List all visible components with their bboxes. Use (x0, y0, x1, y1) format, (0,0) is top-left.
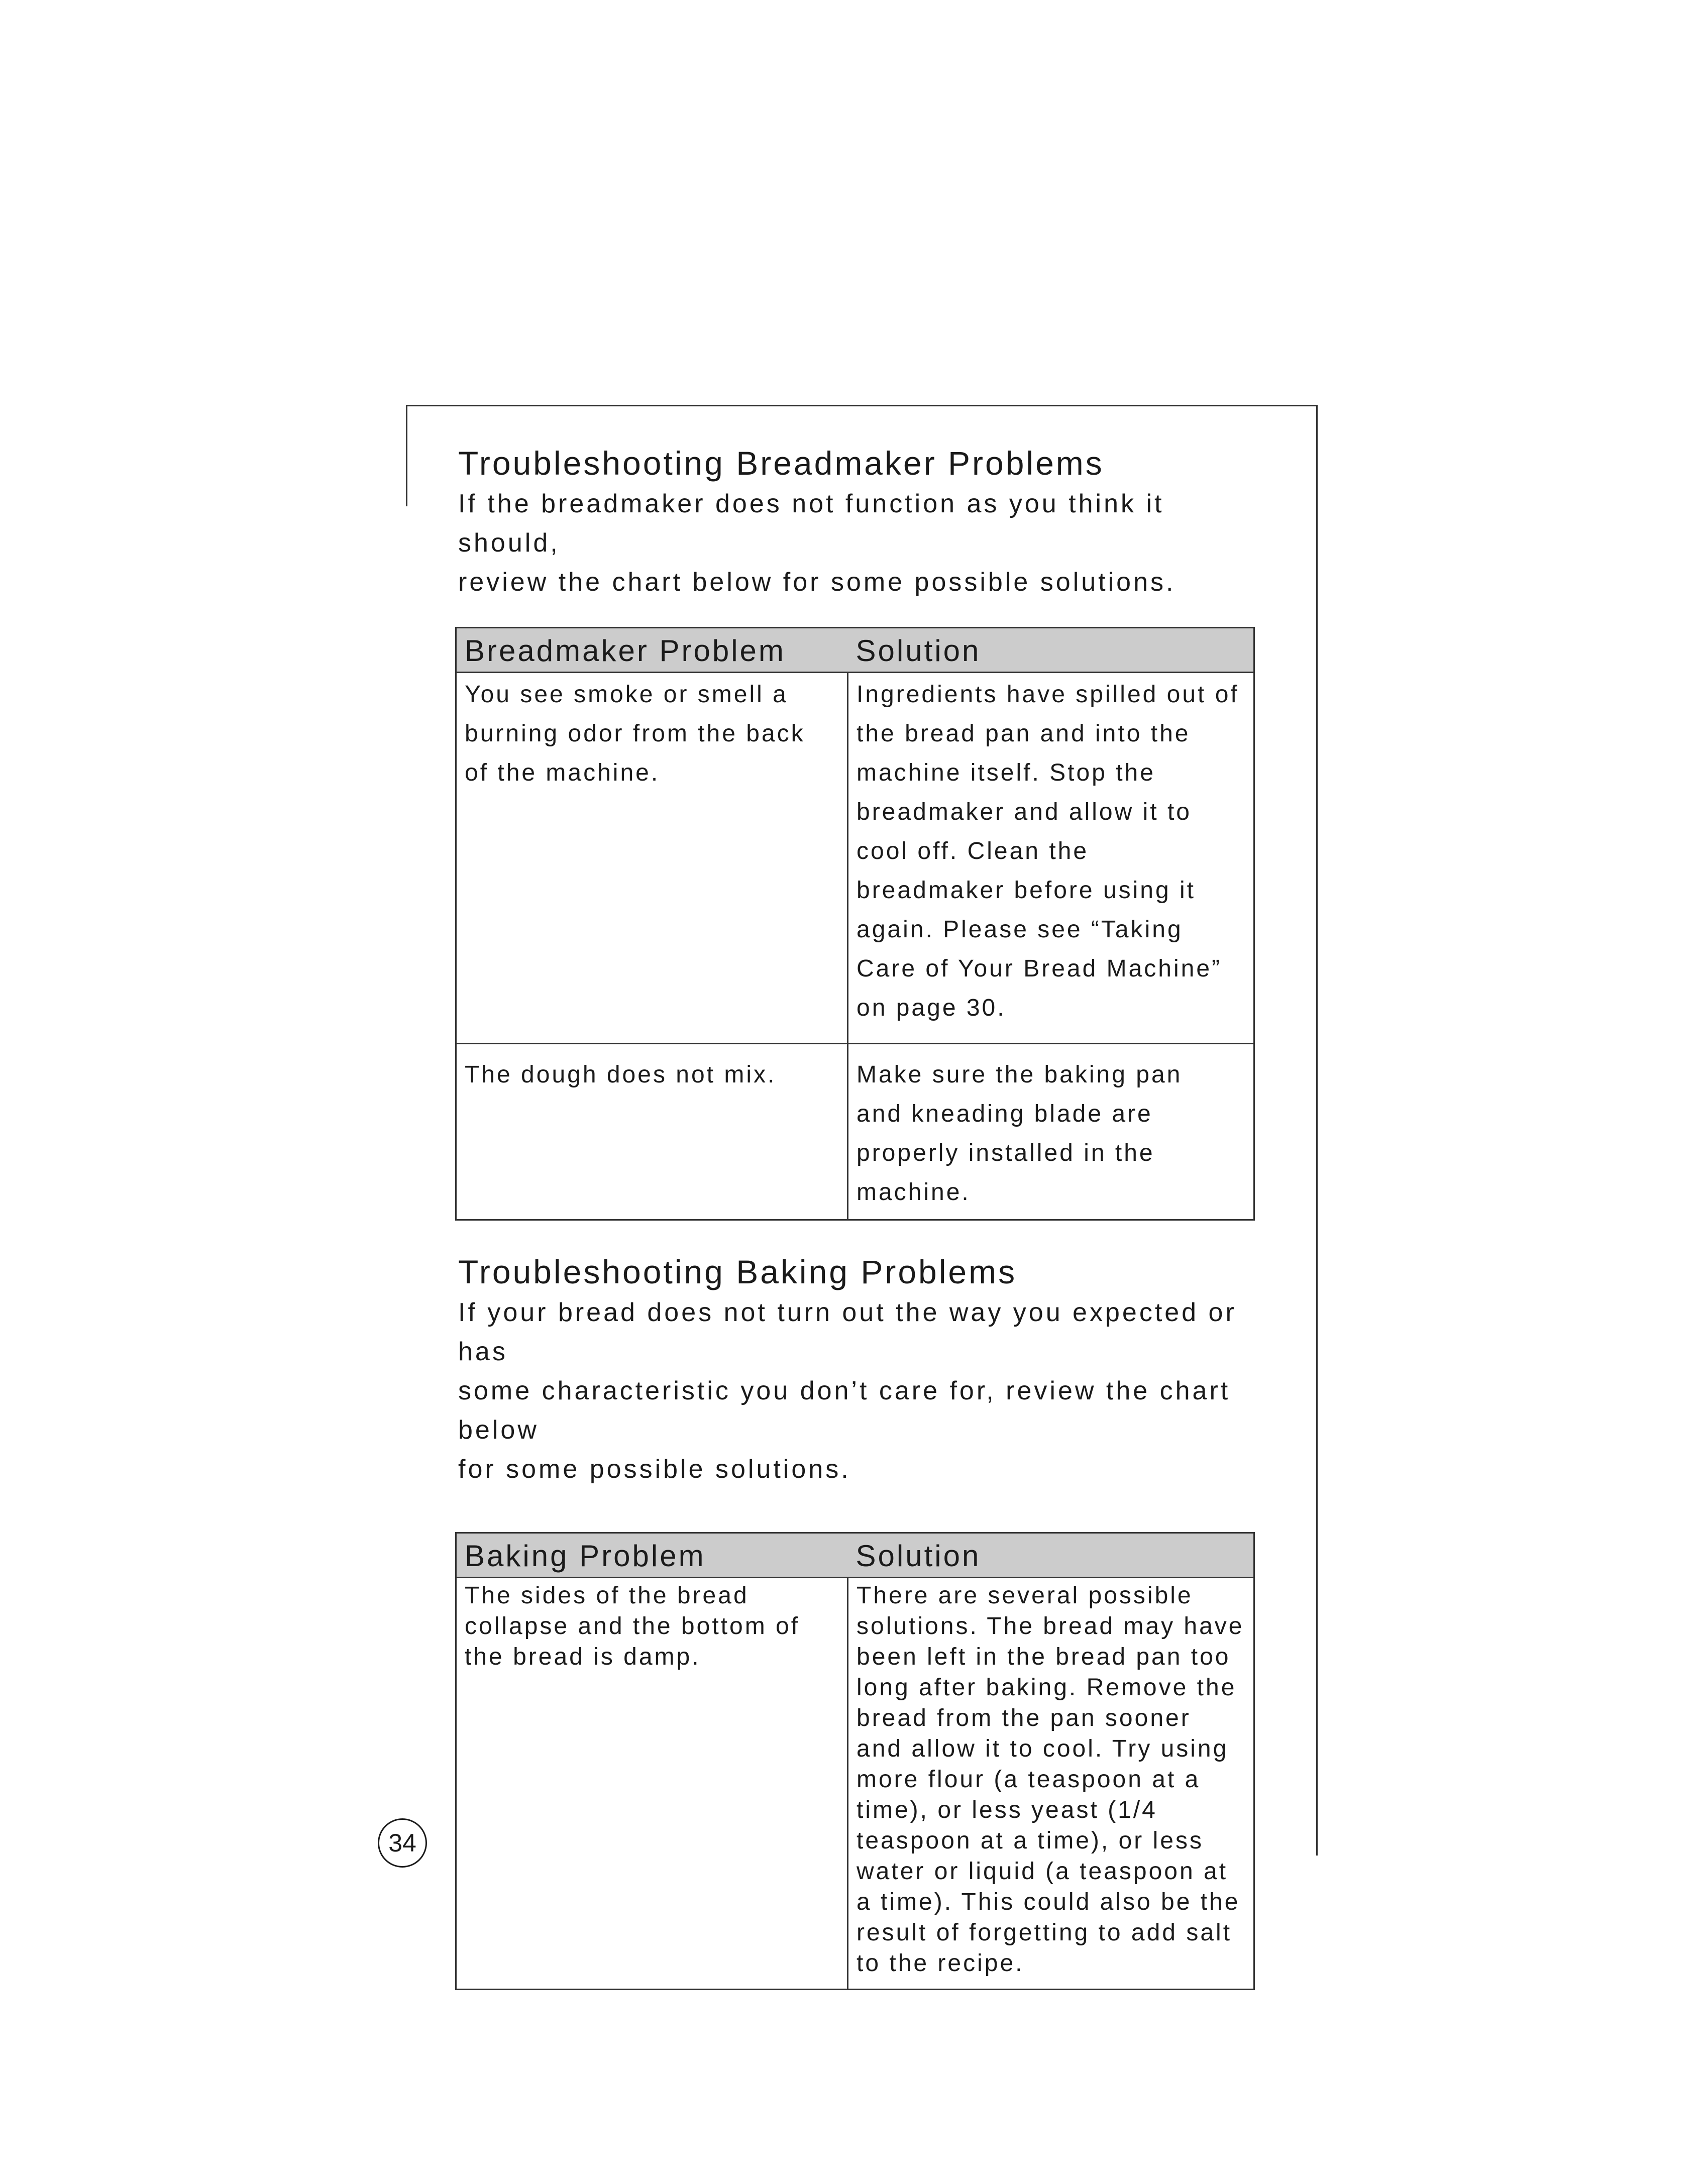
baking-section-title: Troubleshooting Baking Problems (458, 1253, 1017, 1290)
table-row (456, 673, 1254, 1044)
column-header-problem: Breadmaker Problem (456, 628, 848, 673)
page-frame-left-rule (406, 405, 407, 506)
column-header-solution: Solution (848, 628, 1254, 673)
problem-cell: You see smoke or smell a burning odor from the back of the machine. (456, 673, 848, 1044)
breadmaker-section-intro (458, 484, 1257, 602)
intro-line: some characteristic you don’t care for, review the chart below (458, 1376, 1231, 1445)
intro-line: for some possible solutions. (458, 1455, 851, 1484)
table-header-row (456, 628, 1254, 673)
page-frame-top-rule (406, 405, 1318, 406)
intro-line: review the chart below for some possible solutions. (458, 568, 1176, 597)
problem-cell: The dough does not mix. (456, 1044, 848, 1220)
page-number-badge: 34 (378, 1818, 427, 1868)
table-row (456, 1578, 1254, 1990)
page-content (458, 442, 1257, 1990)
solution-cell: Make sure the baking pan and kneading blade are properly installed in the machine. (848, 1044, 1254, 1220)
baking-section-intro (458, 1293, 1257, 1489)
page-frame-right-rule (1316, 405, 1318, 1856)
intro-line: If the breadmaker does not function as you think it should, (458, 489, 1164, 558)
breadmaker-problems-table (455, 627, 1255, 1221)
solution-cell: Ingredients have spilled out of the bread pan and into the machine itself. Stop the breadmaker and allow it to cool off. Clean the breadmaker before using it again. Please see “Taking Care of Your Bread Machine” on page 30. (848, 673, 1254, 1044)
column-header-problem: Baking Problem (456, 1533, 848, 1578)
table-row (456, 1044, 1254, 1220)
breadmaker-section-title: Troubleshooting Breadmaker Problems (458, 445, 1104, 482)
table-header-row (456, 1533, 1254, 1578)
solution-cell: There are several possible solutions. The bread may have been left in the bread pan too long after baking. Remove the bread from the pan sooner and allow it to cool. Try using more flour (a teaspoon at a time), or less yeast (1/4 teaspoon at a time), or less water or liquid (a teaspoon at a time). This could also be the result of forgetting to add salt to the recipe. (848, 1578, 1254, 1990)
problem-cell: The sides of the bread collapse and the bottom of the bread is damp. (456, 1578, 848, 1990)
column-header-solution: Solution (848, 1533, 1254, 1578)
baking-problems-table (455, 1532, 1255, 1990)
intro-line: If your bread does not turn out the way you expected or has (458, 1298, 1237, 1366)
